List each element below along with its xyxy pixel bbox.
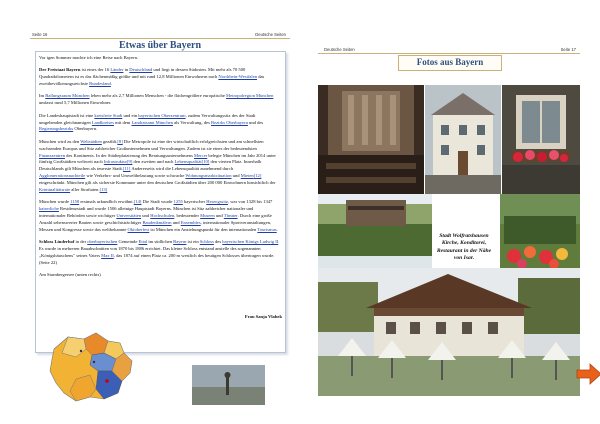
article-link[interactable]: Landkreises: [91, 119, 115, 125]
article-link[interactable]: Oktoberfest: [127, 226, 150, 232]
article-link[interactable]: Theater: [223, 213, 238, 219]
article-link[interactable]: Hochschulen: [150, 213, 175, 219]
text-run: und liegt in dessen Südosten. Mit mehr als 70 500 Quadratkilometern ist es das flächenmäßig größte und mit rund 12,8 Millionen Einwohnern nach: [39, 67, 246, 80]
text-run: den zweiten und nach: [132, 159, 175, 165]
text-run: umfasst rund 5,7 Millionen Einwohner.: [39, 100, 112, 106]
article-link[interactable]: Regierungsbezirks: [39, 126, 74, 132]
church-interior-photo: [318, 85, 424, 194]
article-link[interactable]: Tourismus: [257, 226, 277, 232]
article-link[interactable]: [14]: [133, 199, 142, 205]
article-link[interactable]: Lebensqualität: [174, 159, 202, 165]
article-paragraph: [39, 199, 280, 234]
article-link[interactable]: kreisfreie Stadt: [94, 112, 123, 118]
page-number-left: Seite 16: [32, 32, 48, 37]
text-run: . Durch eine große Anzahl sehenswerter Bauten sowie geschichtsträchtiger: [39, 213, 272, 226]
title-box: [398, 55, 502, 71]
article-link[interactable]: Metropolregion München: [226, 93, 274, 99]
article-link[interactable]: Finanzzentren: [39, 152, 66, 158]
article-link[interactable]: Museen: [200, 213, 215, 219]
text-run: Andererseits wird die Lebensqualität zunehmend durch: [130, 166, 233, 172]
text-run: des Kontinents. In der Städteplatzierung des Beratungsunternehmens: [65, 152, 195, 158]
text-run: den vierten Platz. Innerhalb Deutschlands gilt München als teuerste Stadt.: [39, 159, 262, 172]
text-run: und: [171, 220, 181, 226]
text-run: leben mehr als 2,7 Millionen Menschen - die flächengrößere europäische: [89, 93, 227, 99]
text-run: Oberbayern.: [73, 126, 98, 132]
text-run: Im: [39, 93, 46, 99]
text-run: , zudem Verwaltungssitz des der Stadt umgebenden gleichnamigen: [39, 112, 256, 125]
article-link[interactable]: Kriminalitätsrate: [39, 187, 71, 193]
text-run: Am Starnbergersee (unten rechts): [39, 272, 101, 278]
article-link[interactable]: Wohnungsmarktsituation: [185, 173, 232, 179]
text-run: und des: [247, 119, 264, 125]
article-link[interactable]: Weltstädten: [80, 138, 102, 144]
text-run: und ein: [122, 112, 139, 118]
article-paragraph: [39, 67, 280, 88]
photo-caption: Stadt Wolfratshausen Kirche, Konditorei, Restaurant in der Nähe von Isar.: [433, 233, 495, 321]
article-link[interactable]: Universitäten: [116, 213, 142, 219]
text-run: ist ein: [186, 239, 200, 245]
flower-window-photo: [502, 85, 580, 194]
text-run: Die Landeshauptstadt ist eine: [39, 112, 95, 118]
article-link[interactable]: [10]: [201, 159, 210, 165]
text-run: eingeschränkt. München gilt als sicherste Kommune unter den deutschen Großstädten über 200 000 Einwohnern hinsichtlich der: [39, 180, 276, 186]
text-run: .: [110, 81, 112, 87]
bavarian-restaurant-photo: [318, 268, 580, 396]
text-run: , bedeutender: [174, 213, 201, 219]
article-link[interactable]: Deutschland: [129, 67, 153, 73]
article-paragraph: [39, 113, 280, 134]
text-run: des: [213, 239, 223, 245]
article-link[interactable]: [9]: [127, 159, 133, 165]
text-run: und: [231, 173, 241, 179]
article-paragraph: [39, 55, 280, 62]
text-run: . Es wurde in mehreren Bauabschnitten von 1870 bis 1886 errichtet. Das kleine Schloss entstand anstelle des sogenannten „Königshäuschens" seines Vaters: [39, 239, 280, 259]
header-rule-right: [318, 53, 580, 54]
town-house-photo: [425, 85, 501, 194]
text-run: aller Straftaten.: [70, 187, 100, 193]
article-link[interactable]: Max II: [101, 253, 114, 259]
article-link[interactable]: Agglomerationsnachteile: [39, 173, 86, 179]
text-run: im südlichen: [147, 239, 174, 245]
article-link[interactable]: bayerischen Königs Ludwig II: [222, 239, 279, 245]
page-number-right: Seite 17: [560, 47, 576, 52]
bavaria-map-image: [46, 329, 139, 405]
text-run: Gemeinde: [117, 239, 139, 245]
article-link[interactable]: [8]: [117, 138, 123, 144]
article-link[interactable]: Schloss: [199, 239, 214, 245]
section-label-right: Deutsche Seiten: [324, 47, 355, 52]
text-run: Residenzstadt und wurde 1506 alleinige Hauptstadt Bayerns. München ist Sitz zahlreicher nationaler und internationaler Behörden sowie wichtiger: [39, 206, 254, 219]
article-link[interactable]: [11]: [122, 166, 131, 172]
article-link[interactable]: 1255: [173, 199, 183, 205]
article-link[interactable]: [12]: [253, 173, 262, 179]
article-link[interactable]: Ensembles: [180, 220, 201, 226]
text-run: und: [214, 213, 224, 219]
text-run: in der: [74, 239, 88, 245]
article-paragraph: [39, 139, 280, 194]
text-run: in: [123, 67, 130, 73]
article-link[interactable]: Bezirks Oberbayern: [211, 119, 248, 125]
article-link[interactable]: Bayern: [173, 239, 187, 245]
article-link[interactable]: kaiserliche: [39, 206, 59, 212]
article-box: [35, 51, 286, 353]
article-link[interactable]: 1158: [70, 199, 80, 205]
text-run: als Verwaltung, des: [172, 119, 212, 125]
text-run: München wurde: [39, 199, 71, 205]
article-link[interactable]: Länder: [110, 67, 124, 73]
text-run: und: [141, 213, 151, 219]
article-paragraph: [39, 272, 280, 279]
author-signature: Frau Sanja Vlahek: [244, 314, 282, 319]
next-page-button[interactable]: [576, 363, 600, 385]
text-run: mit dem: [114, 119, 132, 125]
next-arrow-icon: [577, 364, 600, 384]
text-run: Vor igen Sommer machte ich eine Reise nach Bayern.: [39, 55, 139, 60]
article-link[interactable]: Baudenkmälern: [142, 220, 172, 226]
article-link[interactable]: Mieten: [240, 173, 254, 179]
article-link[interactable]: Herzogssitz: [206, 199, 228, 205]
article-link[interactable]: Mercer: [194, 152, 208, 158]
article-link[interactable]: Ballungsraum München: [45, 93, 90, 99]
text-run: , das 1874 auf einen Platz ca. 200 m westlich des heutigen Schlosses übertragen wurde. (Seite 22): [39, 253, 275, 265]
text-run: gezählt.: [101, 138, 118, 144]
page-title-left: Etwas über Bayern: [118, 40, 202, 51]
text-run: Die Metropole ist eine der wirtschaftlich erfolgreichsten und am schnellsten wachsenden Europas und Sitz zahlreicher Großunternehmen und Verwaltungen. Zudem ist sie eines der bedeutendsten: [39, 138, 264, 151]
page-title-right: Fotos aus Bayern: [416, 57, 484, 67]
section-label-left: Deutsche Seiten: [255, 32, 286, 37]
right-page: [318, 43, 580, 395]
text-run: erstmals urkundlich erwähnt.: [79, 199, 134, 205]
article-link[interactable]: Bundesland: [89, 81, 111, 87]
article-text: [39, 55, 280, 349]
bold-text: Schloss Linderhof: [39, 239, 75, 245]
text-run: wie Verkehrs- und Umweltbelastung sowie schwache: [85, 173, 186, 179]
text-run: Die Stadt wurde: [141, 199, 174, 205]
article-paragraph: [39, 239, 280, 267]
left-page: [30, 27, 290, 405]
article-link[interactable]: Ettal: [138, 239, 148, 245]
text-run: , internationaler Sportveranstaltungen, Messen und Kongresse sowie das weltbekannte: [39, 220, 272, 232]
article-link[interactable]: Nordrhein-Westfalen: [218, 74, 258, 80]
article-link[interactable]: Landratsamt München: [131, 119, 173, 125]
article-link[interactable]: Infrastruktur: [103, 159, 128, 165]
header-rule-left: [30, 38, 290, 39]
text-run: ist München ein Anziehungspunkt für den internationalen: [149, 226, 258, 232]
text-run: München wird zu den: [39, 138, 81, 144]
article-link[interactable]: [13]: [99, 187, 108, 193]
text-run: ist eines der 16: [80, 67, 111, 73]
text-run: bayerischer: [182, 199, 207, 205]
text-run: belegte München im Jahr 2014 unter fünfzig Großstädten weltweit nach: [39, 152, 276, 165]
article-paragraph: [39, 93, 280, 107]
bold-text: Der Freistaat Bayern: [39, 67, 81, 73]
article-link[interactable]: bayerischen Oberzentrum: [138, 112, 186, 118]
starnbergersee-photo: [192, 365, 265, 405]
text-run: .: [276, 226, 278, 232]
article-link[interactable]: oberbayerischen: [87, 239, 118, 245]
text-run: , war von 1328 bis 1347: [227, 199, 273, 205]
text-run: das zweitbevölkerungsreichste: [39, 74, 265, 87]
